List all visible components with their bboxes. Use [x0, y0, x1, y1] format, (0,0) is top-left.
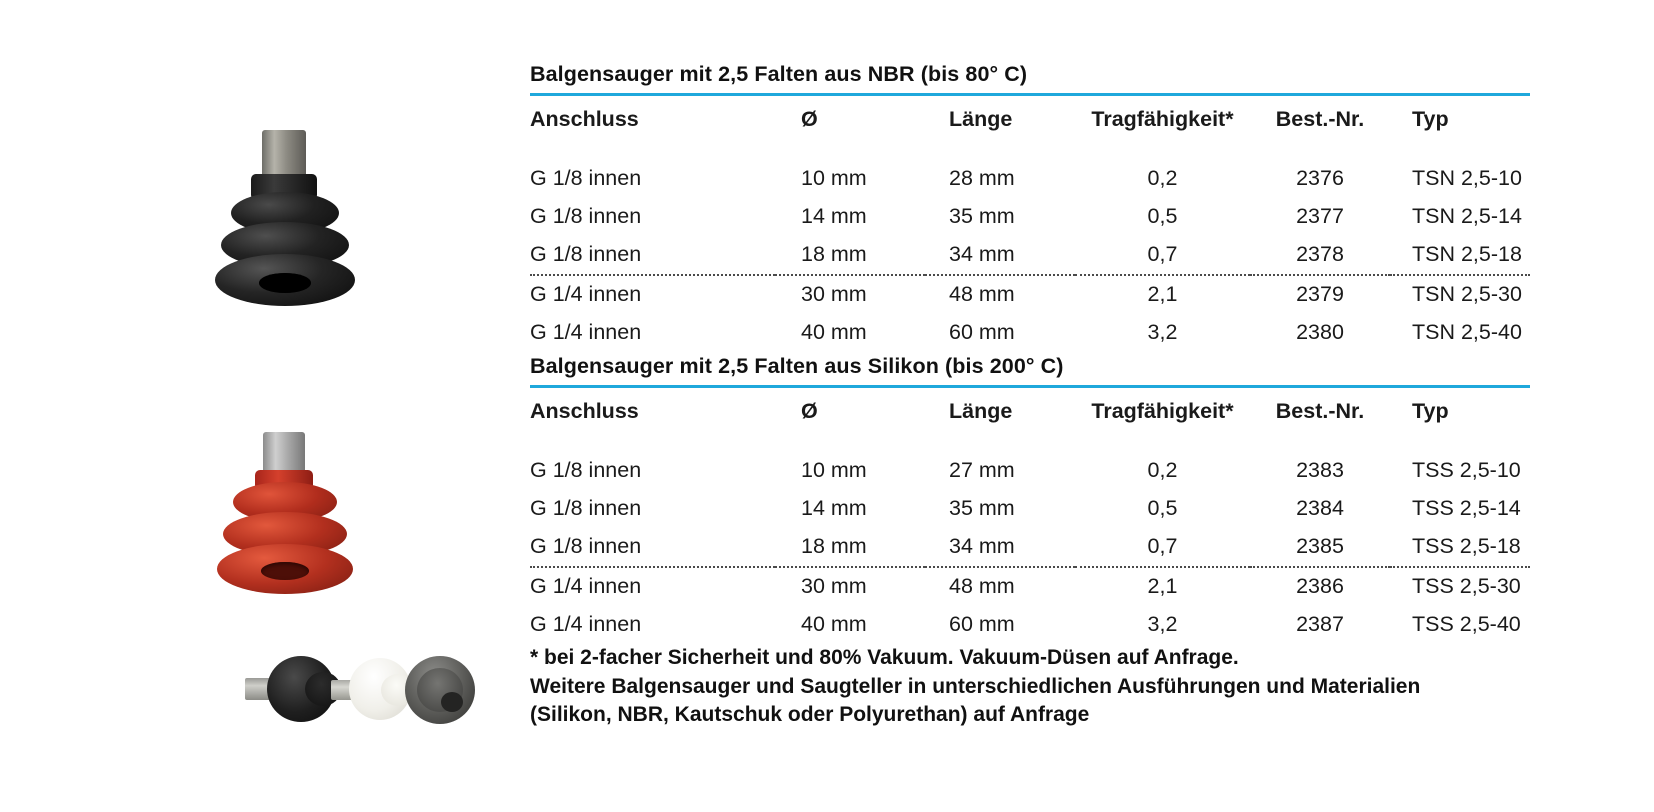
- column-header-laenge: Länge: [949, 399, 1013, 423]
- cell-bestellnummer: 2386: [1296, 574, 1344, 598]
- cell-anschluss: G 1/8 innen: [530, 166, 642, 190]
- cell-typ: TSN 2,5-30: [1412, 282, 1522, 306]
- cell-laenge: 34 mm: [925, 236, 1075, 275]
- product-image-column: [0, 0, 500, 812]
- footnote: [530, 644, 1590, 730]
- cell-tragfaehigkeit: 3,2: [1147, 612, 1178, 636]
- cell-bestellnummer: 2380: [1296, 320, 1344, 344]
- cell-laenge: 35 mm: [949, 496, 1015, 520]
- cell-diameter: 30 mm: [801, 574, 867, 598]
- spec-table-silikon: [530, 390, 1530, 644]
- cup-mouth: [259, 273, 311, 293]
- column-header-bestellnummer: Best.-Nr.: [1275, 107, 1365, 131]
- table-spacer-row: [530, 434, 1530, 452]
- cell-typ: TSN 2,5-10: [1412, 166, 1522, 190]
- cell-bestellnummer: 2384: [1296, 496, 1344, 520]
- cell-anschluss: G 1/8 innen: [530, 458, 642, 482]
- section-silikon: [530, 354, 1530, 644]
- spec-table-nbr: [530, 98, 1530, 352]
- cell-typ: TSN 2,5-18: [1390, 236, 1530, 275]
- section-title-nbr: Balgensauger mit 2,5 Falten aus NBR (bis 80° C): [530, 62, 1028, 86]
- cell-anschluss: G 1/8 innen: [530, 204, 642, 228]
- plate-disc: [349, 658, 411, 720]
- plate-disc: [267, 656, 335, 722]
- table-row: [530, 567, 1530, 606]
- cell-anschluss: G 1/8 innen: [530, 236, 775, 275]
- cell-tragfaehigkeit: 2,1: [1147, 574, 1178, 598]
- table-row: [530, 160, 1530, 198]
- column-header-typ: Typ: [1412, 399, 1449, 423]
- cup-mouth: [261, 562, 309, 580]
- cell-tragfaehigkeit: 0,5: [1147, 496, 1178, 520]
- plate-disc: [405, 656, 475, 724]
- cell-diameter: 18 mm: [775, 528, 925, 567]
- cell-laenge: 48 mm: [949, 574, 1015, 598]
- column-header-bestellnummer: Best.-Nr.: [1275, 399, 1365, 423]
- cell-diameter: 14 mm: [801, 496, 867, 520]
- cell-diameter: 40 mm: [801, 320, 867, 344]
- column-header-laenge: Länge: [949, 107, 1013, 131]
- table-header-row: [530, 390, 1530, 434]
- cell-laenge: 27 mm: [949, 458, 1015, 482]
- cell-tragfaehigkeit: 0,2: [1147, 166, 1178, 190]
- column-header-tragfaehigkeit: Tragfähigkeit*: [1091, 107, 1234, 131]
- footnote-line-1: * bei 2-facher Sicherheit und 80% Vakuum. Vakuum-Düsen auf Anfrage.: [530, 646, 1239, 669]
- section-rule: [530, 93, 1530, 96]
- cell-bestellnummer: 2387: [1296, 612, 1344, 636]
- cell-tragfaehigkeit: 3,2: [1147, 320, 1178, 344]
- cell-diameter: 10 mm: [801, 458, 867, 482]
- cell-diameter: 40 mm: [801, 612, 867, 636]
- cell-typ: TSS 2,5-10: [1412, 458, 1521, 482]
- cell-diameter: 30 mm: [801, 282, 867, 306]
- cell-bestellnummer: 2376: [1296, 166, 1344, 190]
- table-row: [530, 452, 1530, 490]
- table-row: [530, 275, 1530, 314]
- section-rule: [530, 385, 1530, 388]
- flat-suction-plates-image: [245, 650, 495, 740]
- cell-laenge: 35 mm: [949, 204, 1015, 228]
- table-row: [530, 198, 1530, 236]
- cell-tragfaehigkeit: 0,2: [1147, 458, 1178, 482]
- cell-diameter: 10 mm: [801, 166, 867, 190]
- table-spacer-row: [530, 142, 1530, 160]
- cell-anschluss: G 1/4 innen: [530, 612, 642, 636]
- cell-anschluss: G 1/4 innen: [530, 282, 642, 306]
- column-header-tragfaehigkeit: Tragfähigkeit*: [1091, 399, 1234, 423]
- table-row: [530, 490, 1530, 528]
- column-header-anschluss: Anschluss: [530, 399, 639, 423]
- cell-anschluss: G 1/8 innen: [530, 528, 775, 567]
- spec-content: [530, 0, 1640, 812]
- cell-diameter: 14 mm: [801, 204, 867, 228]
- cell-bestellnummer: 2377: [1296, 204, 1344, 228]
- cell-laenge: 60 mm: [949, 320, 1015, 344]
- table-row: [530, 236, 1530, 275]
- cell-bestellnummer: 2383: [1296, 458, 1344, 482]
- cell-typ: TSN 2,5-40: [1412, 320, 1522, 344]
- cell-bestellnummer: 2385: [1250, 528, 1390, 567]
- cell-bestellnummer: 2378: [1250, 236, 1390, 275]
- cell-laenge: 48 mm: [949, 282, 1015, 306]
- cell-bestellnummer: 2379: [1296, 282, 1344, 306]
- footnote-line-3: (Silikon, NBR, Kautschuk oder Polyurethan) auf Anfrage: [530, 703, 1090, 726]
- cell-typ: TSS 2,5-40: [1412, 612, 1521, 636]
- plate-disc-core: [441, 692, 463, 712]
- cell-tragfaehigkeit: 0,7: [1075, 236, 1250, 275]
- column-header-diameter: Ø: [801, 107, 818, 131]
- cell-laenge: 60 mm: [949, 612, 1015, 636]
- column-header-typ: Typ: [1412, 107, 1449, 131]
- cell-typ: TSS 2,5-30: [1412, 574, 1521, 598]
- black-bellows-suction-cup-image: [215, 130, 355, 315]
- cell-typ: TSS 2,5-14: [1412, 496, 1521, 520]
- column-header-diameter: Ø: [801, 399, 818, 423]
- cell-tragfaehigkeit: 0,7: [1075, 528, 1250, 567]
- table-row: [530, 606, 1530, 644]
- cell-laenge: 34 mm: [925, 528, 1075, 567]
- table-header-row: [530, 98, 1530, 142]
- cell-typ: TSS 2,5-18: [1390, 528, 1530, 567]
- footnote-line-2: Weitere Balgensauger und Saugteller in unterschiedlichen Ausführungen und Materialien: [530, 674, 1421, 698]
- cell-diameter: 18 mm: [775, 236, 925, 275]
- cell-anschluss: G 1/4 innen: [530, 320, 642, 344]
- cell-tragfaehigkeit: 2,1: [1147, 282, 1178, 306]
- cell-typ: TSN 2,5-14: [1412, 204, 1522, 228]
- table-row: [530, 314, 1530, 352]
- cell-anschluss: G 1/8 innen: [530, 496, 642, 520]
- section-nbr: [530, 62, 1530, 352]
- metal-stem-icon: [262, 130, 306, 178]
- plate-disc-inner: [417, 668, 463, 712]
- cell-tragfaehigkeit: 0,5: [1147, 204, 1178, 228]
- table-row: [530, 528, 1530, 567]
- column-header-anschluss: Anschluss: [530, 107, 639, 131]
- red-silicone-bellows-suction-cup-image: [215, 432, 355, 607]
- cell-laenge: 28 mm: [949, 166, 1015, 190]
- section-title-silikon: Balgensauger mit 2,5 Falten aus Silikon (bis 200° C): [530, 354, 1064, 378]
- cell-anschluss: G 1/4 innen: [530, 574, 642, 598]
